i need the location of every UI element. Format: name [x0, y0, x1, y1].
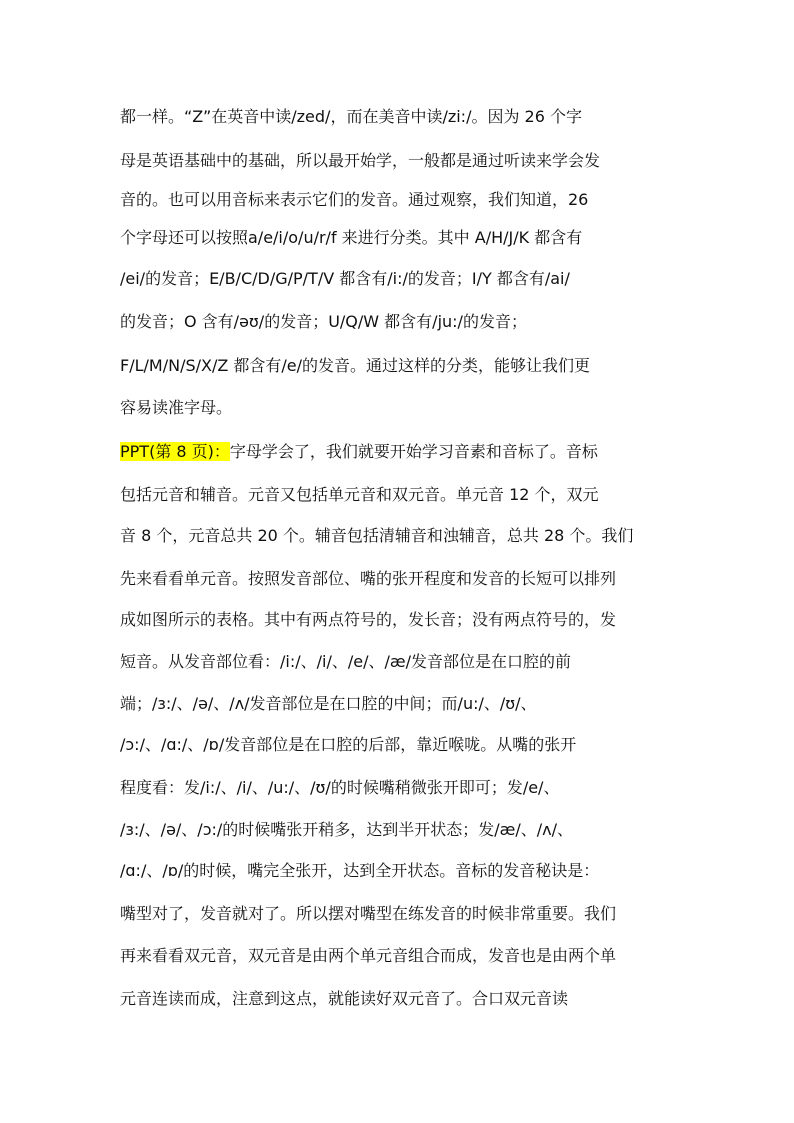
text-line: 都一样。“Z”在英音中读/zed/，而在美音中读/zi:/。因为 26 个字 [120, 107, 582, 126]
text-line: 成如图所示的表格。其中有两点符号的，发长音；没有两点符号的，发 [120, 610, 617, 629]
text-line: 再来看看双元音，双元音是由两个单元音组合而成，发音也是由两个单 [120, 946, 617, 965]
text-line: 嘴型对了，发音就对了。所以摆对嘴型在练发音的时候非常重要。我们 [120, 904, 617, 923]
text-line: 端；/ɜ:/、/ə/、/ʌ/发音部位是在口腔的中间；而/u:/、/ʊ/、 [120, 694, 537, 713]
text-line: 短音。从发音部位看：/i:/、/i/、/e/、/æ/发音部位是在口腔的前 [120, 652, 571, 671]
text-line: 程度看：发/i:/、/i/、/u:/、/ʊ/的时候嘴稍微张开即可；发/e/、 [120, 778, 560, 797]
text-line: 容易读准字母。 [120, 398, 233, 417]
text-line: 母是英语基础中的基础，所以最开始学，一般都是通过听读来学会发 [120, 151, 601, 170]
text-line: /ei/的发音；E/B/C/D/G/P/T/V 都含有/i:/的发音；I/Y 都含有/ai/ [120, 269, 570, 288]
ppt-text: 字母学会了，我们就要开始学习音素和音标了。音标 [229, 442, 598, 461]
text-line: 音 8 个，元音总共 20 个。辅音包括清辅音和浊辅音，总共 28 个。我们 [120, 526, 634, 545]
text-line: 包括元音和辅音。元音又包括单元音和双元音。单元音 12 个，双元 [120, 485, 599, 504]
text-line: 个字母还可以按照a/e/i/o/u/r/f 来进行分类。其中 A/H/J/K 都含有 [120, 228, 583, 247]
text-line: F/L/M/N/S/X/Z 都含有/e/的发音。通过这样的分类，能够让我们更 [120, 356, 591, 375]
text-line: 的发音；O 含有/əʊ/的发音；U/Q/W 都含有/ju:/的发音； [120, 312, 527, 331]
ppt-paragraph-first-line [120, 442, 598, 462]
ppt-page-label: PPT(第 8 页)： [120, 442, 230, 461]
text-line: /ɑ:/、/ɒ/的时候，嘴完全张开，达到全开状态。音标的发音秘诀是： [120, 861, 600, 880]
text-line: 先来看看单元音。按照发音部位、嘴的张开程度和发音的长短可以排列 [120, 569, 617, 588]
text-line: 音的。也可以用音标来表示它们的发音。通过观察，我们知道，26 [120, 190, 589, 209]
text-line: 元音连读而成，注意到这点，就能读好双元音了。合口双元音读 [120, 989, 569, 1008]
text-line: /ɜ:/、/ə/、/ɔ:/的时候嘴张开稍多，达到半开状态；发/æ/、/ʌ/、 [120, 820, 574, 839]
text-line: /ɔ:/、/ɑ:/、/ɒ/发音部位是在口腔的后部，靠近喉咙。从嘴的张开 [120, 735, 577, 754]
